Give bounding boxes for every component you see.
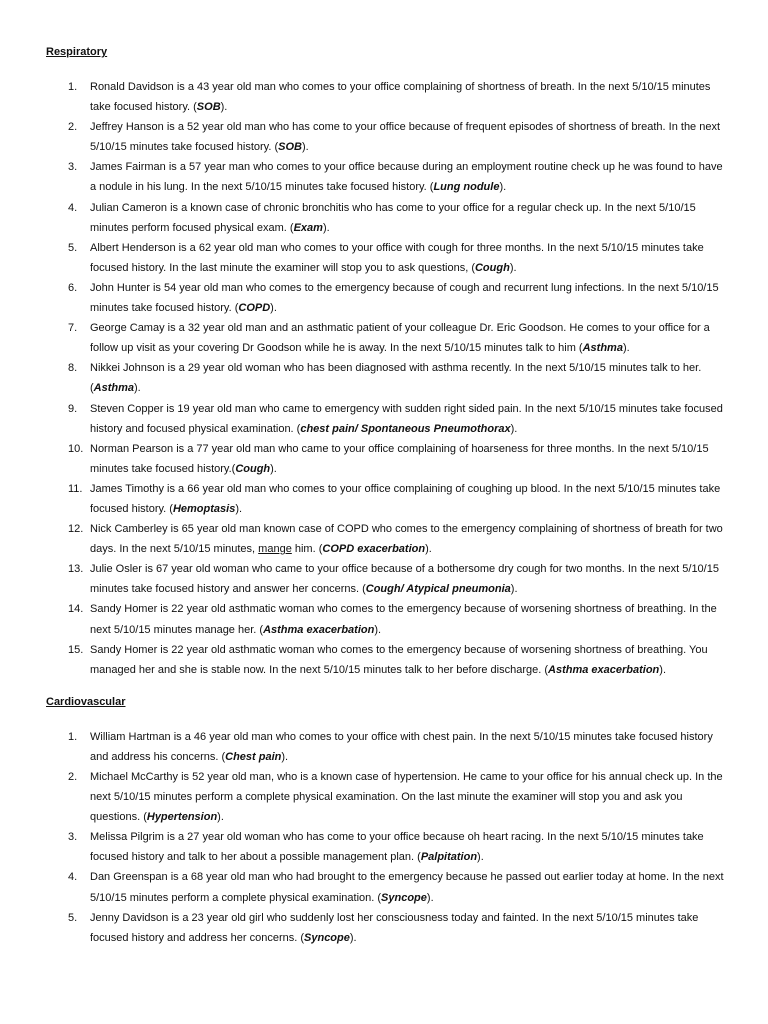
respiratory-case-list <box>46 77 728 680</box>
case-number-label: 15. <box>68 643 84 656</box>
case-description: John Hunter is 54 year old man who comes to the emergency because of cough and recurrent lung infections. In the next 5/10/15 minutes take focused history. ( <box>90 281 719 315</box>
case-topic-tag: SOB <box>278 141 302 154</box>
case-topic-tag: Palpitation <box>420 851 478 864</box>
case-topic-tag: Asthma exacerbation <box>548 663 660 676</box>
case-item <box>46 867 728 907</box>
case-item <box>46 318 728 358</box>
case-topic-tag: Syncope <box>381 891 427 904</box>
case-topic-tag: COPD <box>238 302 271 315</box>
case-number <box>46 198 90 238</box>
case-description: Steven Copper is 19 year old man who came to emergency with sudden right sided pain. In the next 5/10/15 minutes take focused history and focused physical examination. ( <box>90 402 723 435</box>
case-closing-punctuation: ). <box>426 891 434 904</box>
case-description: Dan Greenspan is a 68 year old man who had brought to the emergency because he passed out earlier today at home. In the next 5/10/15 minutes perform a complete physical examination. ( <box>90 871 724 904</box>
case-item <box>46 77 728 117</box>
case-closing-punctuation: ). <box>322 221 330 234</box>
case-closing-punctuation: ). <box>270 302 277 315</box>
case-text <box>90 399 728 439</box>
case-topic-tag: SOB <box>196 101 221 114</box>
case-number <box>46 767 90 827</box>
case-description: Sandy Homer is 22 year old asthmatic woman who comes to the emergency because of worsening shortness of breathing. In the next 5/10/15 minutes manage her. ( <box>90 603 717 636</box>
case-number-label: 13. <box>68 563 84 576</box>
case-item <box>46 238 728 278</box>
case-number-label: 6. <box>68 281 78 294</box>
case-item <box>46 157 728 197</box>
case-topic-tag: Asthma <box>93 382 135 395</box>
case-topic-tag: Hypertension <box>146 811 218 824</box>
case-number <box>46 559 90 599</box>
case-text <box>90 867 728 907</box>
case-description: Jeffrey Hanson is a 52 year old man who has come to your office because of frequent episodes of shortness of breath. In the next 5/10/15 minutes take focused history. ( <box>90 121 721 154</box>
case-number <box>46 908 90 948</box>
case-topic-tag: Exam <box>293 221 323 234</box>
case-closing-punctuation: ). <box>220 101 228 114</box>
case-text <box>90 519 728 559</box>
case-text <box>90 278 728 318</box>
case-description: Ronald Davidson is a 43 year old man who comes to your office complaining of shortness of breath. In the next 5/10/15 minutes take focused history. ( <box>90 81 711 114</box>
case-text <box>90 640 728 680</box>
cardiovascular-case-list <box>46 727 728 948</box>
case-number-label: 12. <box>68 523 84 536</box>
case-description: Albert Henderson is a 62 year old man who comes to your office with cough for three months. In the next 5/10/15 minutes take focused history. In the last minute the examiner will stop you to ask questions, ( <box>90 241 704 274</box>
case-description: Sandy Homer is 22 year old asthmatic woman who comes to the emergency because of worsening shortness of breathing. You managed her and she is stable now. In the next 5/10/15 minutes talk to her before discharge. ( <box>90 643 708 676</box>
case-closing-punctuation: ). <box>349 931 357 944</box>
case-topic-tag: Cough <box>474 261 510 274</box>
case-description: James Fairman is a 57 year man who comes to your office because during an employment routine check up he was found to have a nodule in his lung. In the next 5/10/15 minutes take focused history. ( <box>90 161 723 194</box>
case-item <box>46 439 728 479</box>
case-topic-tag: chest pain/ Spontaneous Pneumothorax <box>300 422 511 435</box>
case-item <box>46 519 728 559</box>
case-text <box>90 198 728 238</box>
case-text <box>90 358 728 398</box>
case-text <box>90 827 728 867</box>
case-number-label: 4. <box>68 871 78 884</box>
case-number-label: 4. <box>68 201 78 214</box>
case-number <box>46 117 90 157</box>
case-closing-punctuation: ). <box>134 382 141 395</box>
case-description: Norman Pearson is a 77 year old man who came to your office complaining of hoarseness for three months. In the next 5/10/15 minutes take focused history.( <box>90 442 709 475</box>
case-item <box>46 479 728 519</box>
case-topic-tag: Asthma exacerbation <box>263 623 375 636</box>
case-description: Jenny Davidson is a 23 year old girl who suddenly lost her consciousness today and fainted. In the next 5/10/15 minutes take focused history and address her concerns. ( <box>90 911 699 944</box>
case-item <box>46 117 728 157</box>
case-closing-punctuation: ). <box>622 342 630 355</box>
case-number-label: 10. <box>68 442 84 455</box>
case-number-label: 5. <box>68 911 78 924</box>
case-number-label: 11. <box>68 482 83 495</box>
case-closing-punctuation: ). <box>510 583 518 596</box>
case-description: Julian Cameron is a known case of chronic bronchitis who has come to your office for a regular check up. In the next 5/10/15 minutes perform focused physical exam. ( <box>90 201 696 234</box>
case-text <box>90 767 728 827</box>
case-item <box>46 908 728 948</box>
case-topic-tag: Lung nodule <box>433 181 500 194</box>
case-closing-punctuation: ). <box>510 422 518 435</box>
case-number <box>46 727 90 767</box>
case-item <box>46 198 728 238</box>
section-title-respiratory: Respiratory <box>46 46 108 58</box>
case-closing-punctuation: ). <box>509 261 517 274</box>
case-number <box>46 318 90 358</box>
case-description: Nikkei Johnson is a 29 year old woman who has been diagnosed with asthma recently. In the next 5/10/15 minutes talk to her. ( <box>90 362 702 395</box>
case-number <box>46 278 90 318</box>
case-description: Michael McCarthy is 52 year old man, who is a known case of hypertension. He came to your office for his annual check up. In the next 5/10/15 minutes perform a complete physical examination. On the last minute the examiner will stop you and ask you questions. ( <box>90 771 723 824</box>
case-description: Melissa Pilgrim is a 27 year old woman who has come to your office because oh heart racing. In the next 5/10/15 minutes take focused history and talk to her about a possible management plan. ( <box>90 831 704 864</box>
case-closing-punctuation: ). <box>235 502 243 515</box>
case-number <box>46 157 90 197</box>
case-number <box>46 867 90 907</box>
case-number <box>46 599 90 639</box>
case-closing-punctuation: ). <box>281 750 289 763</box>
case-number-label: 3. <box>68 161 78 174</box>
case-number-label: 8. <box>68 362 78 375</box>
case-text <box>90 559 728 599</box>
case-item <box>46 727 728 767</box>
case-number-label: 2. <box>68 771 78 783</box>
case-closing-punctuation: ). <box>499 181 507 194</box>
case-closing-punctuation: ). <box>301 141 309 154</box>
case-item <box>46 640 728 680</box>
case-description-continued: him. ( <box>291 543 323 556</box>
case-number <box>46 519 90 559</box>
case-item <box>46 767 728 827</box>
case-topic-tag: Asthma <box>582 342 623 355</box>
case-text <box>90 439 728 479</box>
case-number <box>46 827 90 867</box>
case-number-label: 7. <box>68 322 78 335</box>
case-number <box>46 640 90 680</box>
case-closing-punctuation: ). <box>217 811 224 824</box>
case-number-label: 1. <box>68 730 78 743</box>
case-text <box>90 727 728 767</box>
case-number-label: 9. <box>68 402 78 415</box>
case-number-label: 5. <box>68 241 78 254</box>
case-text <box>90 908 728 948</box>
case-number <box>46 238 90 278</box>
case-description: Nick Camberley is 65 year old man known case of COPD who comes to the emergency complaining of shortness of breath for two days. In the next 5/10/15 minutes, <box>90 523 723 556</box>
case-underlined-word: mange <box>258 543 292 556</box>
case-item <box>46 599 728 639</box>
case-text <box>90 479 728 519</box>
case-number <box>46 439 90 479</box>
case-text <box>90 318 728 358</box>
case-number-label: 14. <box>68 603 84 616</box>
case-closing-punctuation: ). <box>659 663 667 676</box>
case-text <box>90 77 728 117</box>
case-description: James Timothy is a 66 year old man who comes to your office complaining of coughing up blood. In the next 5/10/15 minutes take focused history. ( <box>90 482 721 515</box>
case-description: William Hartman is a 46 year old man who comes to your office with chest pain. In the next 5/10/15 minutes take focused history and address his concerns. ( <box>90 730 713 763</box>
case-topic-tag: Cough <box>235 462 271 475</box>
case-item <box>46 278 728 318</box>
case-text <box>90 117 728 157</box>
case-item <box>46 827 728 867</box>
case-description: George Camay is a 32 year old man and an asthmatic patient of your colleague Dr. Eric Goodson. He comes to your office for a follow up visit as your covering Dr Goodson while he is away. In the next 5/10/15 minutes talk to him ( <box>90 322 710 355</box>
case-closing-punctuation: ). <box>477 851 484 864</box>
case-number-label: 2. <box>68 121 78 134</box>
case-topic-tag: COPD exacerbation <box>322 543 426 556</box>
case-number <box>46 479 90 519</box>
case-text <box>90 599 728 639</box>
case-number <box>46 399 90 439</box>
case-closing-punctuation: ). <box>374 623 382 636</box>
case-topic-tag: Cough/ Atypical pneumonia <box>365 583 511 596</box>
case-closing-punctuation: ). <box>425 543 432 556</box>
case-text <box>90 157 728 197</box>
case-number <box>46 77 90 117</box>
case-closing-punctuation: ). <box>270 462 277 475</box>
case-text <box>90 238 728 278</box>
case-number-label: 1. <box>68 81 78 93</box>
case-topic-tag: Chest pain <box>225 750 282 763</box>
case-description: Julie Osler is 67 year old woman who came to your office because of a bothersome dry cough for two months. In the next 5/10/15 minutes take focused history and answer her concerns. ( <box>90 563 719 596</box>
case-number <box>46 358 90 398</box>
case-item <box>46 559 728 599</box>
case-item <box>46 399 728 439</box>
case-topic-tag: Syncope <box>304 931 350 944</box>
case-item <box>46 358 728 398</box>
case-topic-tag: Hemoptasis <box>172 502 236 515</box>
section-title-cardiovascular: Cardiovascular <box>46 695 126 708</box>
case-number-label: 3. <box>68 831 78 844</box>
